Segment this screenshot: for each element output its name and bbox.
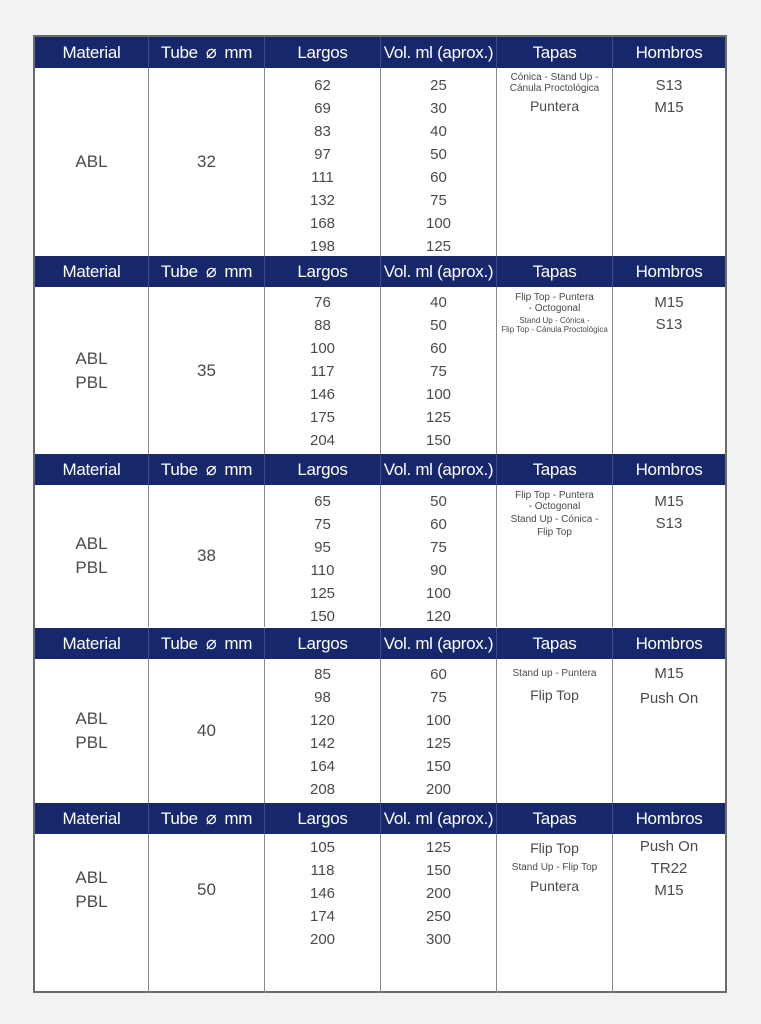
largo-value: 200 xyxy=(309,931,336,948)
table-row xyxy=(35,834,725,993)
header-hombros: Hombros xyxy=(635,808,703,828)
header-row xyxy=(35,454,725,485)
vol-value: 200 xyxy=(425,885,452,902)
material-cell xyxy=(35,68,149,256)
vol-cell xyxy=(381,834,497,993)
hombro-value: TR22 xyxy=(650,860,688,877)
largo-value: 125 xyxy=(309,585,336,602)
largo-value: 69 xyxy=(314,100,331,117)
vol-value: 150 xyxy=(425,862,452,879)
largo-value: 76 xyxy=(314,294,331,311)
header-tube-label: Tube xyxy=(160,633,198,653)
header-tapas: Tapas xyxy=(497,628,613,659)
vol-value: 250 xyxy=(425,908,452,925)
material-value: ABL xyxy=(75,152,108,171)
material-value: PBL xyxy=(75,558,108,577)
vol-value: 50 xyxy=(430,493,447,510)
largo-value: 65 xyxy=(314,493,331,510)
specs-table xyxy=(33,35,727,993)
largo-value: 204 xyxy=(309,432,336,449)
vol-value: 60 xyxy=(430,340,447,357)
header-row xyxy=(35,256,725,287)
largo-value: 164 xyxy=(309,758,336,775)
header-tube-label: Tube xyxy=(160,808,198,828)
tapas-cell xyxy=(497,68,613,256)
largos-cell xyxy=(265,485,381,627)
largo-value: 100 xyxy=(309,340,336,357)
header-largos: Largos xyxy=(265,454,381,485)
diameter-icon: ⌀ xyxy=(205,808,217,828)
largo-value: 85 xyxy=(314,666,331,683)
vol-cell xyxy=(381,68,497,256)
vol-value: 125 xyxy=(425,238,452,255)
largos-cell xyxy=(265,834,381,993)
largo-value: 168 xyxy=(309,215,336,232)
tapas-cell xyxy=(497,287,613,454)
header-tapas: Tapas xyxy=(497,803,613,834)
hombro-value: Push On xyxy=(639,690,699,707)
vol-value: 120 xyxy=(425,608,452,625)
largo-value: 111 xyxy=(311,169,334,186)
header-tube xyxy=(149,803,265,834)
largo-value: 175 xyxy=(309,409,336,426)
hombro-value: M15 xyxy=(654,665,684,682)
tapas-line: Stand Up - Cónica - xyxy=(519,316,590,325)
tube-cell: 35 xyxy=(149,287,265,454)
vol-value: 75 xyxy=(430,363,447,380)
largos-cell xyxy=(265,287,381,454)
table-row xyxy=(35,659,725,803)
material-value: ABL xyxy=(75,868,108,887)
vol-value: 300 xyxy=(425,931,452,948)
vol-value: 125 xyxy=(425,735,452,752)
header-tapas: Tapas xyxy=(497,37,613,68)
largo-value: 62 xyxy=(314,77,331,94)
tube-cell: 38 xyxy=(149,485,265,627)
header-material: Material xyxy=(35,37,149,68)
tapas-line: Flip Top - Cánula Proctológica xyxy=(501,325,608,334)
largo-value: 88 xyxy=(314,317,331,334)
tapas-line: Flip Top - Puntera xyxy=(515,490,594,501)
tapas-line: Flip Top - Puntera xyxy=(515,292,594,303)
material-value: PBL xyxy=(75,372,108,392)
largo-value: 142 xyxy=(309,735,336,752)
tapas-line: - Octogonal xyxy=(528,303,581,314)
largo-value: 95 xyxy=(314,539,331,556)
hombro-value: M15 xyxy=(654,99,684,116)
header-hombros: Hombros xyxy=(635,42,703,62)
material-cell xyxy=(35,834,149,993)
material-value: PBL xyxy=(75,892,108,911)
largo-value: 105 xyxy=(309,839,336,856)
vol-value: 150 xyxy=(425,432,452,449)
table-row xyxy=(35,287,725,454)
vol-value: 60 xyxy=(430,169,447,186)
material-cell xyxy=(35,485,149,627)
tapas-line: Stand up - Puntera xyxy=(512,668,597,679)
largo-value: 97 xyxy=(314,146,331,163)
vol-value: 50 xyxy=(430,317,447,334)
header-vol: Vol. ml (aprox.) xyxy=(381,256,497,287)
header-vol: Vol. ml (aprox.) xyxy=(381,454,497,485)
tapas-line: - Octogonal xyxy=(528,501,581,512)
largo-value: 208 xyxy=(309,781,336,798)
header-tube xyxy=(149,628,265,659)
tube-cell: 50 xyxy=(149,834,265,993)
largo-value: 98 xyxy=(314,689,331,706)
vol-value: 100 xyxy=(425,386,452,403)
vol-value: 75 xyxy=(430,689,447,706)
hombros-cell xyxy=(613,485,725,627)
hombros-cell xyxy=(613,659,725,803)
tapas-line: Flip Top xyxy=(537,527,572,538)
hombros-cell xyxy=(613,287,725,454)
tapas-line: Cónica - Stand Up - xyxy=(510,72,599,83)
hombro-value: S13 xyxy=(655,77,683,94)
header-tapas: Tapas xyxy=(497,454,613,485)
material-value: PBL xyxy=(75,733,108,752)
hombro-value: M15 xyxy=(654,294,684,311)
hombro-value: S13 xyxy=(655,316,683,333)
hombro-value: M15 xyxy=(654,493,684,510)
vol-value: 50 xyxy=(430,146,447,163)
header-material: Material xyxy=(35,454,149,485)
largo-value: 110 xyxy=(310,562,335,579)
largos-cell xyxy=(265,659,381,803)
hombro-value: M15 xyxy=(654,882,684,899)
largo-value: 83 xyxy=(314,123,331,140)
header-material: Material xyxy=(35,256,149,287)
vol-value: 75 xyxy=(430,539,447,556)
vol-value: 125 xyxy=(425,839,452,856)
vol-value: 30 xyxy=(430,100,447,117)
header-largos: Largos xyxy=(265,37,381,68)
header-row xyxy=(35,628,725,659)
vol-value: 25 xyxy=(430,77,447,94)
material-value: ABL xyxy=(75,534,108,553)
largos-cell xyxy=(265,68,381,256)
vol-value: 100 xyxy=(425,712,452,729)
vol-value: 40 xyxy=(430,123,447,140)
vol-cell xyxy=(381,287,497,454)
largo-value: 120 xyxy=(309,712,336,729)
hombros-cell xyxy=(613,68,725,256)
hombro-value: S13 xyxy=(655,515,683,532)
header-hombros: Hombros xyxy=(635,459,703,479)
header-tube-unit: mm xyxy=(224,42,253,62)
tapas-cell xyxy=(497,485,613,627)
header-tube xyxy=(149,454,265,485)
material-cell xyxy=(35,287,149,454)
header-tube-unit: mm xyxy=(224,633,253,653)
material-value: ABL xyxy=(75,348,108,368)
largo-value: 117 xyxy=(310,363,335,380)
largo-value: 150 xyxy=(309,608,336,625)
vol-value: 60 xyxy=(430,516,447,533)
vol-value: 60 xyxy=(430,666,447,683)
largo-value: 132 xyxy=(309,192,336,209)
largo-value: 75 xyxy=(314,516,331,533)
vol-cell xyxy=(381,485,497,627)
header-hombros: Hombros xyxy=(635,261,703,281)
header-row xyxy=(35,803,725,834)
vol-value: 100 xyxy=(425,215,452,232)
vol-value: 200 xyxy=(425,781,452,798)
hombros-cell xyxy=(613,834,725,993)
table-row xyxy=(35,485,725,627)
material-value: ABL xyxy=(75,709,108,728)
largo-value: 118 xyxy=(310,862,335,879)
hombro-value: Push On xyxy=(639,838,699,855)
diameter-icon: ⌀ xyxy=(205,633,217,653)
header-largos: Largos xyxy=(265,803,381,834)
tube-cell: 32 xyxy=(149,68,265,256)
largo-value: 174 xyxy=(309,908,336,925)
header-tube-label: Tube xyxy=(160,42,198,62)
largo-value: 146 xyxy=(309,386,336,403)
tapas-cell xyxy=(497,834,613,993)
header-tube-label: Tube xyxy=(160,459,198,479)
diameter-icon: ⌀ xyxy=(205,261,217,281)
vol-cell xyxy=(381,659,497,803)
header-material: Material xyxy=(35,628,149,659)
tapas-line: Flip Top xyxy=(530,687,579,703)
vol-value: 125 xyxy=(425,409,452,426)
header-tapas: Tapas xyxy=(497,256,613,287)
tapas-line: Puntera xyxy=(529,878,580,894)
tapas-line: Cánula Proctológica xyxy=(509,83,600,94)
tapas-line: Flip Top xyxy=(530,840,579,856)
header-vol: Vol. ml (aprox.) xyxy=(381,628,497,659)
diameter-icon: ⌀ xyxy=(205,459,217,479)
header-row xyxy=(35,37,725,68)
header-largos: Largos xyxy=(265,628,381,659)
vol-value: 90 xyxy=(430,562,447,579)
vol-value: 150 xyxy=(425,758,452,775)
largo-value: 198 xyxy=(309,238,336,255)
header-material: Material xyxy=(35,803,149,834)
tapas-line: Puntera xyxy=(529,98,580,114)
largo-value: 146 xyxy=(309,885,336,902)
table-row xyxy=(35,68,725,256)
vol-value: 40 xyxy=(430,294,447,311)
header-hombros: Hombros xyxy=(635,633,703,653)
tapas-cell xyxy=(497,659,613,803)
header-tube-label: Tube xyxy=(160,261,198,281)
diameter-icon: ⌀ xyxy=(205,42,217,62)
header-tube-unit: mm xyxy=(224,459,253,479)
tube-cell: 40 xyxy=(149,659,265,803)
header-tube xyxy=(149,256,265,287)
material-cell xyxy=(35,659,149,803)
vol-value: 75 xyxy=(430,192,447,209)
tapas-line: Stand Up - Flip Top xyxy=(511,862,598,873)
header-vol: Vol. ml (aprox.) xyxy=(381,37,497,68)
header-largos: Largos xyxy=(265,256,381,287)
header-tube xyxy=(149,37,265,68)
header-tube-unit: mm xyxy=(224,808,253,828)
header-vol: Vol. ml (aprox.) xyxy=(381,803,497,834)
vol-value: 100 xyxy=(425,585,452,602)
tapas-line: Stand Up - Cónica - xyxy=(510,514,599,525)
header-tube-unit: mm xyxy=(224,261,253,281)
